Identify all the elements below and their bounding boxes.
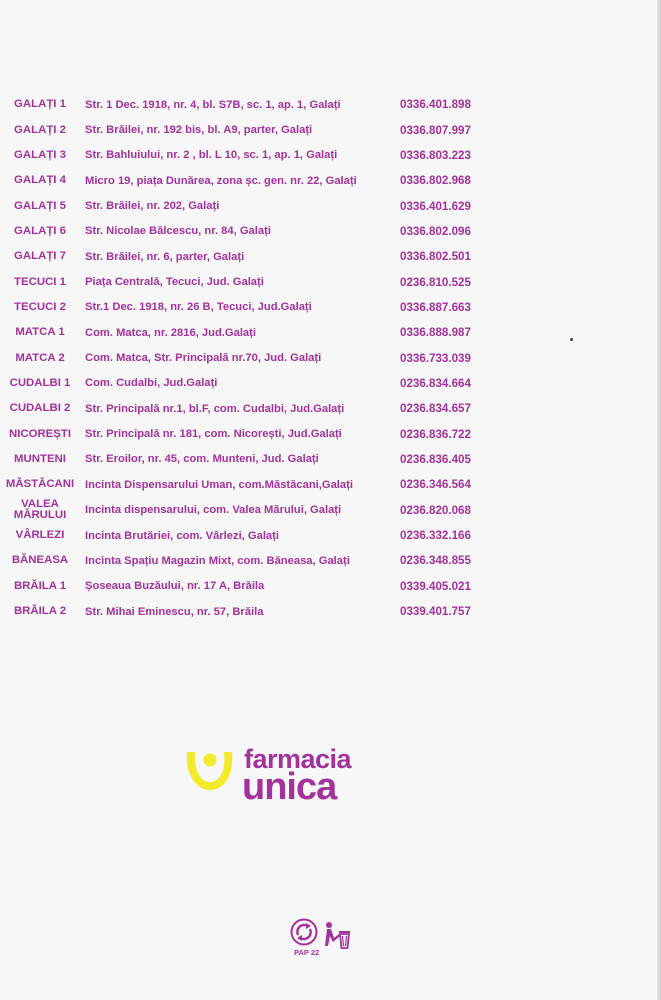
trash-bin-icon xyxy=(322,920,352,952)
store-row xyxy=(0,421,471,446)
store-name: BRĂILA 1 xyxy=(13,579,67,592)
store-address: Piața Centrală, Tecuci, Jud. Galați xyxy=(85,276,264,289)
store-address: Str. Eroilor, nr. 45, com. Munteni, Jud. Galați xyxy=(85,453,319,466)
store-phone: 0339.401.757 xyxy=(400,605,471,619)
recycle-icon xyxy=(290,918,318,946)
store-row xyxy=(0,574,471,599)
store-address: Incinta Brutăriei, com. Vârlezi, Galați xyxy=(85,529,279,542)
store-row xyxy=(0,548,471,573)
store-row xyxy=(0,599,471,624)
store-name: GALAȚI 4 xyxy=(14,174,66,187)
store-name: GALAȚI 6 xyxy=(14,224,66,237)
store-phone: 0336.802.096 xyxy=(400,224,471,238)
store-phone: 0236.346.564 xyxy=(400,478,471,492)
store-phone: 0236.834.657 xyxy=(400,402,471,416)
store-row xyxy=(0,117,471,142)
store-phone: 0236.810.525 xyxy=(400,275,471,289)
store-address: Com. Matca, nr. 2816, Jud.Galați xyxy=(85,326,256,339)
farmacia-unica-logo xyxy=(180,740,380,810)
store-phone: 0236.332.166 xyxy=(400,529,471,543)
store-phone: 0236.834.664 xyxy=(400,376,471,390)
store-name: BĂNEASA xyxy=(11,554,69,567)
store-row xyxy=(0,472,471,497)
store-name: GALAȚI 3 xyxy=(14,148,66,161)
store-phone: 0336.887.663 xyxy=(400,300,471,314)
store-row xyxy=(0,498,471,523)
store-address: Str. Brăilei, nr. 6, parter, Galați xyxy=(85,250,245,263)
store-row xyxy=(0,219,471,244)
pap-label: PAP 22 xyxy=(294,948,320,957)
store-phone: 0236.348.855 xyxy=(400,554,471,568)
sun-smile-icon xyxy=(180,740,236,796)
store-address: Str. Mihai Eminescu, nr. 57, Brăila xyxy=(85,605,264,618)
store-address: Str. Principală nr. 181, com. Nicorești, Jud.Galați xyxy=(85,428,342,441)
store-address: Com. Matca, Str. Principală nr.70, Jud. Galați xyxy=(85,352,322,365)
store-row xyxy=(0,269,471,294)
store-phone: 0336.803.223 xyxy=(400,148,471,162)
store-phone: 0336.802.501 xyxy=(400,250,471,264)
store-address: Șoseaua Buzăului, nr. 17 A, Brăila xyxy=(85,580,265,593)
logo-text-farmacia: farmacia xyxy=(244,744,352,774)
store-name: VALEA MĂRULUI xyxy=(13,498,67,522)
store-address: Str. Brăilei, nr. 192 bis, bl. A9, parter, Galați xyxy=(85,124,313,137)
store-row xyxy=(0,244,471,269)
store-row xyxy=(0,396,471,421)
store-row xyxy=(0,447,471,472)
store-name: MĂSTĂCANI xyxy=(5,478,75,491)
store-phone: 0336.401.898 xyxy=(400,98,471,112)
logo-text-unica: unica xyxy=(242,766,337,808)
store-name: GALAȚI 1 xyxy=(14,98,66,111)
store-name: BRĂILA 2 xyxy=(13,605,67,618)
store-row xyxy=(0,371,471,396)
recycling-marks xyxy=(290,918,370,964)
store-phone: 0236.836.722 xyxy=(400,427,471,441)
store-address: Str. Nicolae Bălcescu, nr. 84, Galați xyxy=(85,225,271,238)
store-name: GALAȚI 7 xyxy=(14,250,66,263)
store-address: Incinta Spațiu Magazin Mixt, com. Băneasa, Galați xyxy=(85,554,350,567)
store-name: TECUCI 1 xyxy=(14,275,66,288)
store-name: MUNTENI xyxy=(14,452,66,465)
store-address: Incinta Dispensarului Uman, com.Măstăcani,Galați xyxy=(85,478,353,491)
store-address: Str.1 Dec. 1918, nr. 26 B, Tecuci, Jud.Galați xyxy=(85,301,312,314)
store-address: Str. Principală nr.1, bl.F, com. Cudalbi, Jud.Galați xyxy=(85,402,345,415)
store-row xyxy=(0,92,471,117)
store-row xyxy=(0,320,471,345)
store-name: GALAȚI 5 xyxy=(14,199,66,212)
store-phone: 0339.405.021 xyxy=(400,579,471,593)
store-address: Str. 1 Dec. 1918, nr. 4, bl. S7B, sc. 1, ap. 1, Galați xyxy=(85,98,341,111)
store-phone: 0336.733.039 xyxy=(400,351,471,365)
store-row xyxy=(0,295,471,320)
store-address: Com. Cudalbi, Jud.Galați xyxy=(85,377,218,390)
store-list-table xyxy=(0,92,471,624)
store-address: Str. Bahluiului, nr. 2 , bl. L 10, sc. 1, ap. 1, Galați xyxy=(85,149,338,162)
store-phone: 0336.401.629 xyxy=(400,199,471,213)
store-name: TECUCI 2 xyxy=(14,300,66,313)
store-row xyxy=(0,345,471,370)
store-phone: 0236.820.068 xyxy=(400,503,471,517)
store-name: CUDALBI 1 xyxy=(9,376,71,389)
store-phone: 0336.802.968 xyxy=(400,174,471,188)
store-name: MATCA 2 xyxy=(15,351,65,364)
store-name: VÂRLEZI xyxy=(15,529,65,542)
store-row xyxy=(0,193,471,218)
store-name: NICOREȘTI xyxy=(8,427,72,440)
store-phone: 0336.888.987 xyxy=(400,326,471,340)
store-phone: 0236.836.405 xyxy=(400,452,471,466)
store-address: Incinta dispensarului, com. Valea Mărului, Galați xyxy=(85,504,342,517)
store-name: CUDALBI 2 xyxy=(9,402,71,415)
store-name: MATCA 1 xyxy=(15,326,65,339)
store-row xyxy=(0,143,471,168)
store-name: GALAȚI 2 xyxy=(14,123,66,136)
store-address: Micro 19, piața Dunărea, zona șc. gen. nr. 22, Galați xyxy=(85,174,357,187)
store-phone: 0336.807.997 xyxy=(400,123,471,137)
page-edge xyxy=(657,0,661,1000)
store-address: Str. Brăilei, nr. 202, Galați xyxy=(85,200,220,213)
store-row xyxy=(0,168,471,193)
store-row xyxy=(0,523,471,548)
scan-speck xyxy=(570,338,573,341)
